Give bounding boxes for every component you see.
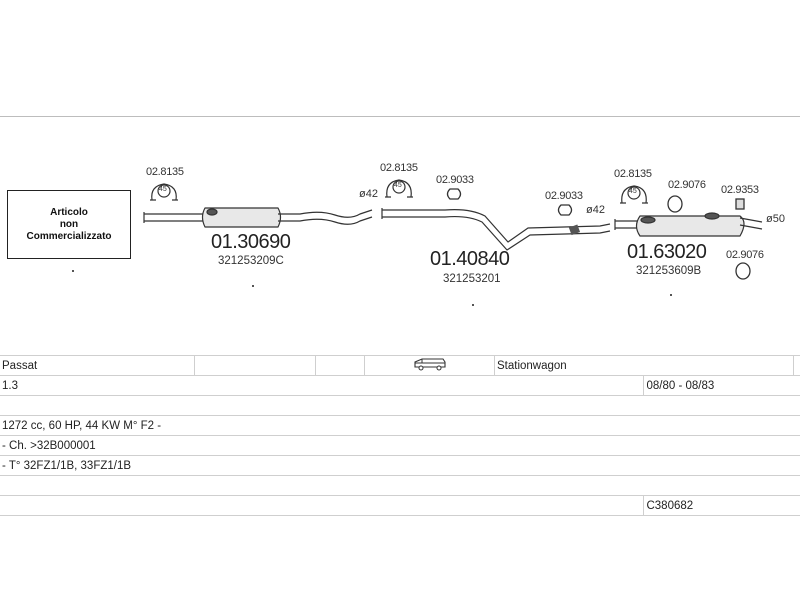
ring-hanger-icon (736, 263, 750, 279)
clamp-size: 45 (629, 188, 637, 195)
nc-line-3: Commercializzato (26, 230, 112, 242)
part-number: 01.63020 (627, 241, 707, 263)
type-cell: - T° 32FZ1/1B, 33FZ1/1B (0, 456, 800, 476)
dot-mark (252, 285, 254, 287)
rear-muffler-mid (705, 213, 719, 219)
dot-mark (472, 304, 474, 306)
front-pipe (144, 212, 205, 223)
body-type-cell: Stationwagon (495, 356, 794, 376)
table-row (0, 456, 800, 476)
clamp-size: 45 (159, 186, 167, 193)
part-number: 01.30690 (211, 231, 291, 253)
oe-number: 321253201 (443, 273, 501, 285)
front-muffler-end (207, 209, 217, 215)
clamp-size: 45 (394, 182, 402, 189)
hanger-code: 02.9076 (726, 249, 764, 261)
empty-cell (793, 356, 800, 376)
clamp-code: 02.8135 (380, 162, 418, 174)
table-row (0, 496, 800, 516)
spec-cell: 1272 cc, 60 HP, 44 KW M° F2 - (0, 416, 800, 436)
table-row (0, 376, 800, 396)
part-number: 01.40840 (430, 248, 510, 270)
oe-number: 321253209C (218, 255, 284, 267)
years-cell: 08/80 - 08/83 (644, 376, 800, 396)
empty-cell (316, 356, 365, 376)
station-wagon-icon (413, 357, 447, 371)
pipe-diameter: ø42 (359, 188, 378, 200)
nc-line-2: non (59, 218, 79, 230)
rear-muffler-inlet (641, 217, 655, 223)
hanger-code: 02.9033 (436, 174, 474, 186)
chassis-cell: - Ch. >32B000001 (0, 436, 800, 456)
model-cell: Passat (0, 356, 195, 376)
oe-number: 321253609B (636, 265, 702, 277)
table-row (0, 436, 800, 456)
vehicle-info-table (0, 355, 800, 516)
empty-cell (0, 496, 644, 516)
hanger-code: 02.9076 (668, 179, 706, 191)
pipe-diameter: ø42 (586, 204, 605, 216)
reference-cell: C380682 (644, 496, 800, 516)
dot-mark (670, 294, 672, 296)
clamp-code: 02.8135 (614, 168, 652, 180)
hanger-icon (448, 189, 461, 199)
table-row (0, 356, 800, 376)
rubber-mount-icon (736, 199, 744, 209)
table-row (0, 416, 800, 436)
empty-cell (195, 356, 316, 376)
hanger-icon (559, 205, 572, 215)
hanger-code: 02.9033 (545, 190, 583, 202)
pipe-diameter: ø50 (766, 213, 785, 225)
engine-cell: 1.3 (0, 376, 644, 396)
ring-hanger-icon (668, 196, 682, 212)
clamp-code: 02.8135 (146, 166, 184, 178)
vehicle-icon-cell (365, 356, 495, 376)
hanger-code: 02.9353 (721, 184, 759, 196)
front-tail-pipe (278, 210, 372, 224)
nc-line-1: Articolo (50, 206, 88, 218)
